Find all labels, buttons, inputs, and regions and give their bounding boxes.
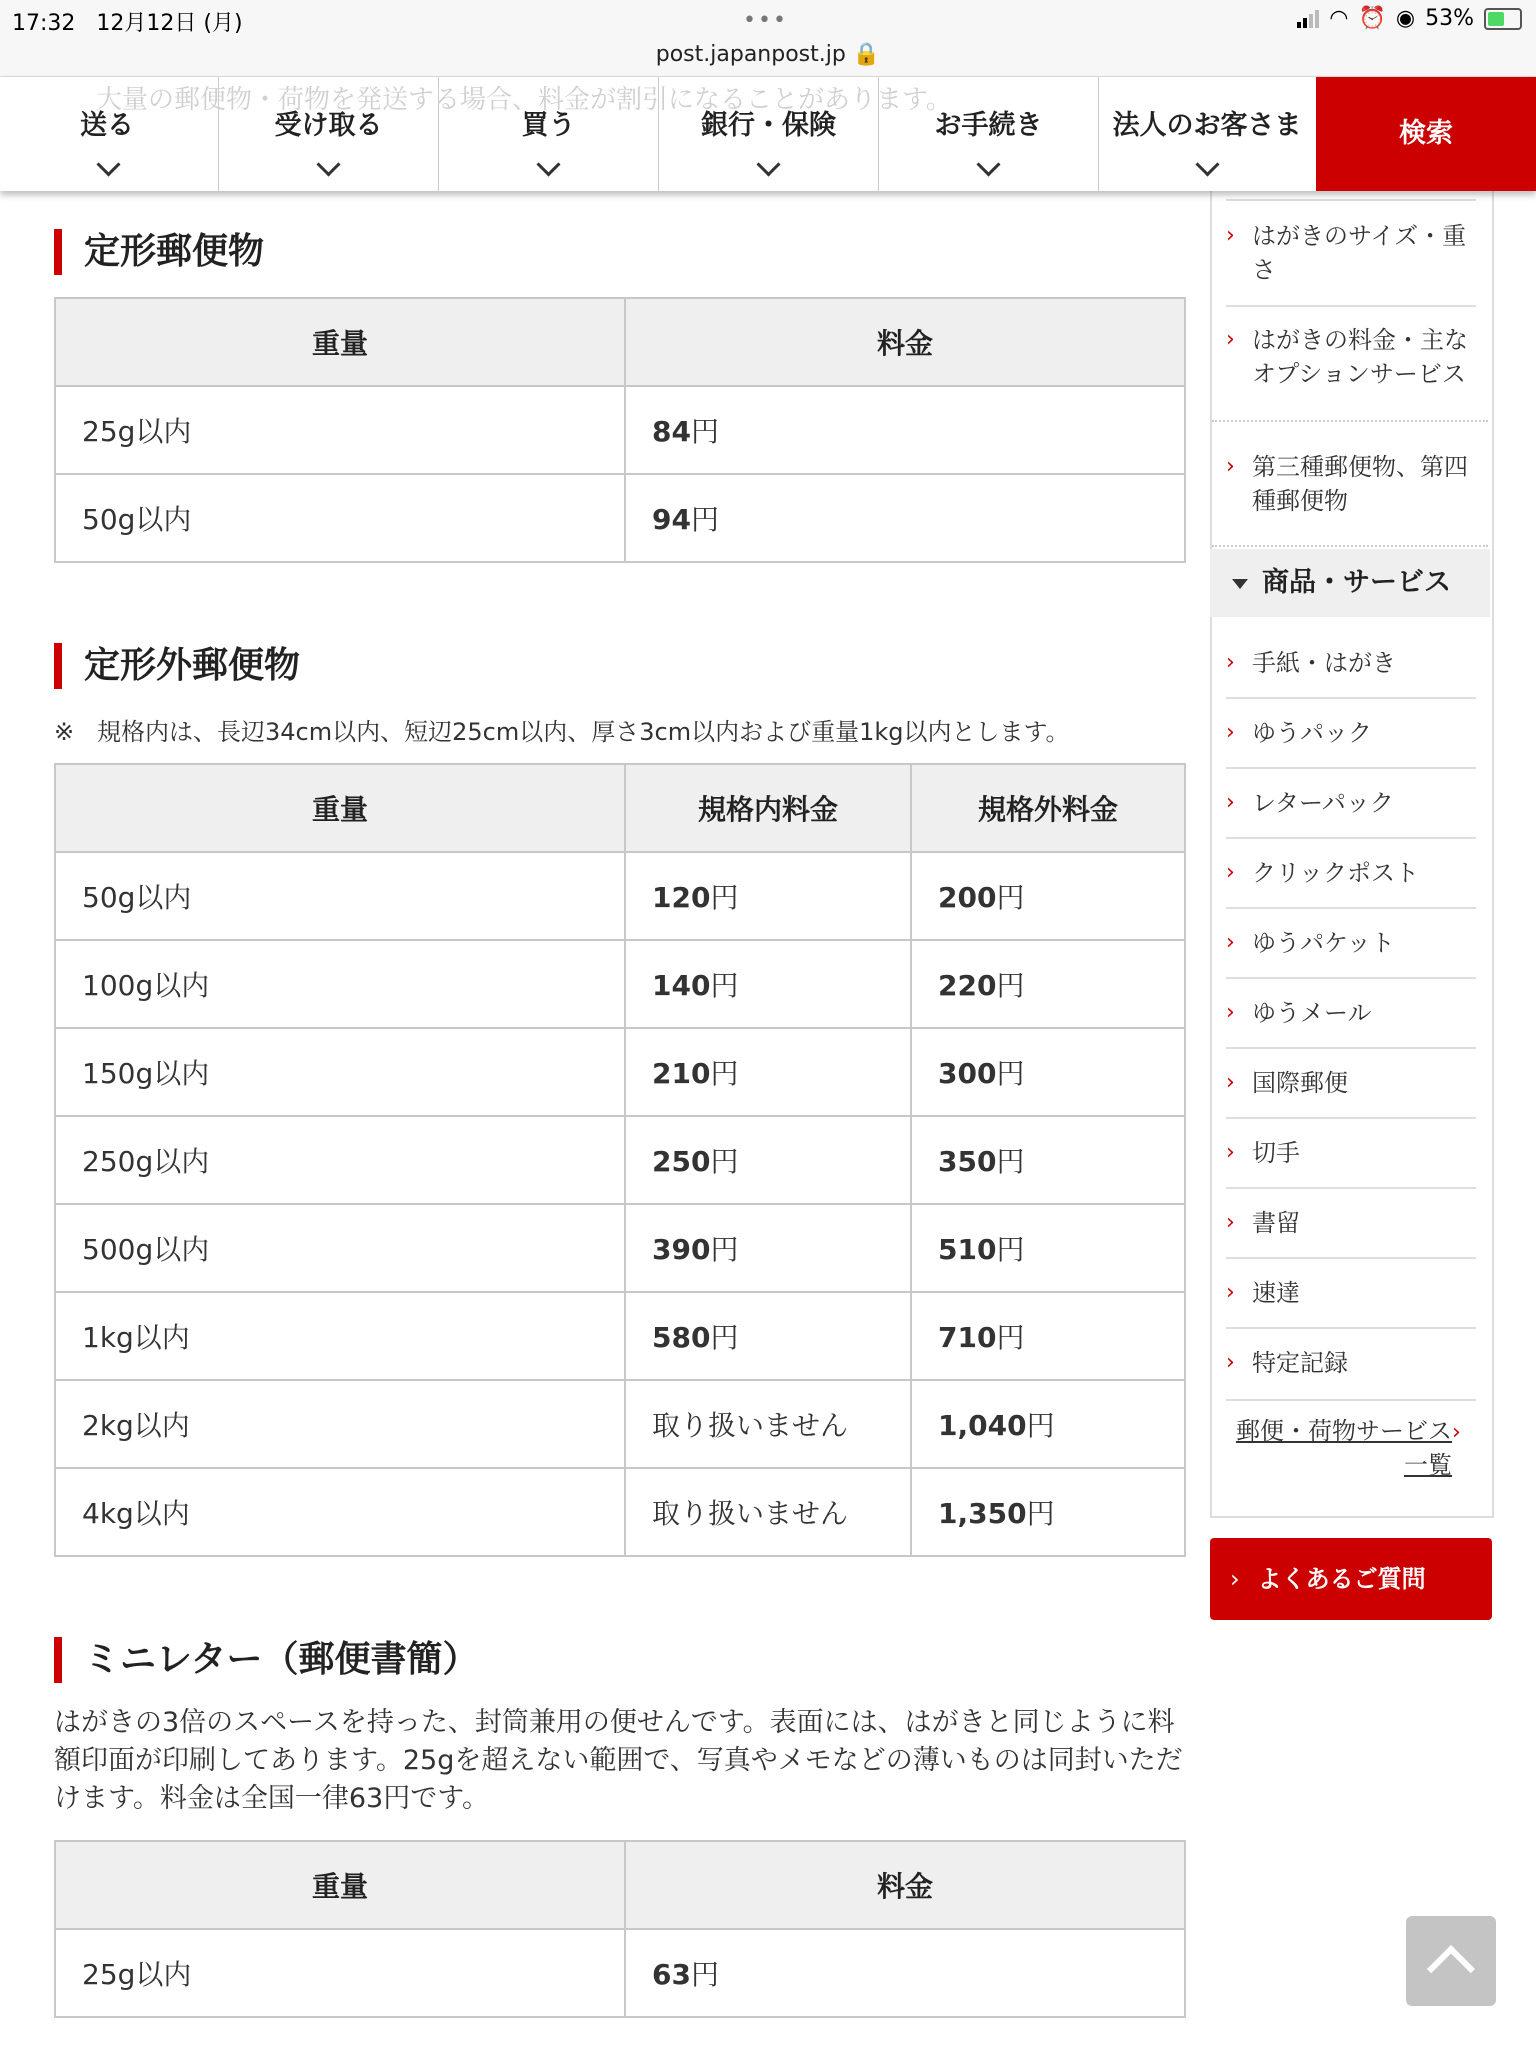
chevron-right-icon: › [1226,720,1235,745]
section-title-miniletter: ミニレター（郵便書簡） [54,1637,479,1683]
sidebar-item-specified-record[interactable]: › 特定記録 [1226,1346,1476,1380]
table-row: 2kg以内 取り扱いません 1,040円 [55,1380,1185,1468]
status-icons [1297,6,1522,31]
sidebar-heading-products[interactable]: 商品・サービス [1210,549,1490,617]
size-note: ※ 規格内は、長辺34cm以内、短辺25cm以内、厚さ3cm以内および重量1kg以内とします。 [54,718,1070,746]
teikeigai-rate-table [54,763,1186,1557]
chevron-right-icon: › [1226,790,1235,815]
service-list-link[interactable]: 郵便・荷物サービス一覧 [1236,1417,1452,1479]
chevron-right-icon: › [1226,1350,1235,1375]
sidebar-item-stamps[interactable]: › 切手 [1226,1136,1476,1170]
table-row: 1kg以内 580円 710円 [55,1292,1185,1380]
table-header: 重量 [55,1841,625,1929]
table-row: 50g以内 94円 [55,474,1185,562]
sidebar-item-registered[interactable]: › 書留 [1226,1206,1476,1240]
chevron-down-icon [756,152,780,176]
nav-send[interactable]: 送る [54,77,219,191]
nav-procedures[interactable]: お手続き [879,77,1099,191]
status-time: 17:32 12月12日 (月) [12,11,243,36]
global-nav [0,77,1536,191]
table-row: 50g以内 120円 200円 [55,852,1185,940]
table-row: 25g以内 84円 [55,386,1185,474]
nav-receive[interactable]: 受け取る [219,77,439,191]
sidebar-item-postcard-size[interactable]: › はがきのサイズ・重さ [1226,219,1476,287]
table-row: 150g以内 210円 300円 [55,1028,1185,1116]
sidebar-item-yupacket[interactable]: › ゆうパケット [1226,926,1476,960]
chevron-right-icon: › [1226,930,1235,955]
chevron-down-icon [316,152,340,176]
table-header: 料金 [625,1841,1185,1929]
address-bar[interactable]: post.japanpost.jp 🔒 [655,42,881,67]
faq-button[interactable]: › よくあるご質問 [1210,1538,1492,1620]
chevron-right-icon: › [1226,650,1235,675]
alarm-icon: ⏰ [1358,6,1386,31]
chevron-down-icon [976,152,1000,176]
sidebar-item-yupack[interactable]: › ゆうパック [1226,716,1476,750]
chevron-right-icon: › [1226,327,1235,352]
miniletter-description: はがきの3倍のスペースを持った、封筒兼用の便せんです。表面には、はがきと同じように料額印面が印刷してあります。25gを超えない範囲で、写真やメモなどの薄いものは同封いただけます。料金は全国一律63円です。 [54,1707,1183,1814]
chevron-right-icon: › [1226,1140,1235,1165]
orientation-lock-icon: ◉ [1395,6,1416,31]
sidebar-item-postcard-price[interactable]: › はがきの料金・主なオプションサービス [1226,323,1476,391]
status-bar [0,0,1536,77]
ghost-banner-text: 大量の郵便物・荷物を発送する場合、料金が割引になることがあります。 [96,85,952,115]
chevron-right-icon: › [1452,1420,1461,1445]
nav-business[interactable]: 法人のお客さま [1099,77,1315,191]
table-row: 500g以内 390円 510円 [55,1204,1185,1292]
table-header: 料金 [625,298,1185,386]
battery-icon [1484,8,1522,30]
table-row: 100g以内 140円 220円 [55,940,1185,1028]
table-header: 規格内料金 [625,764,911,852]
lock-icon: 🔒 [852,42,881,67]
chevron-down-icon [96,152,120,176]
sidebar-item-letterpack[interactable]: › レターパック [1226,786,1476,820]
table-row: 4kg以内 取り扱いません 1,350円 [55,1468,1185,1556]
sidebar-item-international[interactable]: › 国際郵便 [1226,1066,1476,1100]
miniletter-rate-table [54,1840,1186,2018]
battery-percent: 53% [1425,6,1474,31]
chevron-right-icon: › [1226,1070,1235,1095]
more-dots-icon[interactable]: ••• [743,8,788,33]
chevron-right-icon: › [1226,1280,1235,1305]
chevron-down-icon [1195,152,1219,176]
chevron-down-icon [536,152,560,176]
sidebar-item-clickpost[interactable]: › クリックポスト [1226,856,1476,890]
chevron-right-icon: › [1226,860,1235,885]
table-header: 重量 [55,764,625,852]
section-title-teikeigai: 定形外郵便物 [54,643,300,689]
chevron-right-icon: › [1226,1000,1235,1025]
table-header: 規格外料金 [911,764,1185,852]
nav-buy[interactable]: 買う [439,77,659,191]
table-row: 25g以内 63円 [55,1929,1185,2017]
sidebar-item-express[interactable]: › 速達 [1226,1276,1476,1310]
wifi-icon: ◠ [1329,6,1349,31]
signal-icon [1297,10,1319,28]
caret-down-icon [1232,579,1248,589]
sidebar-item-letters[interactable]: › 手紙・はがき [1226,646,1476,680]
chevron-right-icon: › [1226,223,1235,248]
sidebar-item-yumail[interactable]: › ゆうメール [1226,996,1476,1030]
teikei-rate-table [54,297,1186,563]
back-to-top-button[interactable] [1406,1916,1496,2006]
chevron-right-icon: › [1230,1565,1240,1593]
search-button[interactable]: 検索 [1316,77,1536,191]
table-row: 250g以内 250円 350円 [55,1116,1185,1204]
section-title-teikei: 定形郵便物 [54,229,264,275]
sidebar-item-third-fourth-class[interactable]: › 第三種郵便物、第四種郵便物 [1226,450,1476,518]
chevron-right-icon: › [1226,454,1235,479]
chevron-right-icon: › [1226,1210,1235,1235]
nav-bank-insurance[interactable]: 銀行・保険 [659,77,879,191]
table-header: 重量 [55,298,625,386]
